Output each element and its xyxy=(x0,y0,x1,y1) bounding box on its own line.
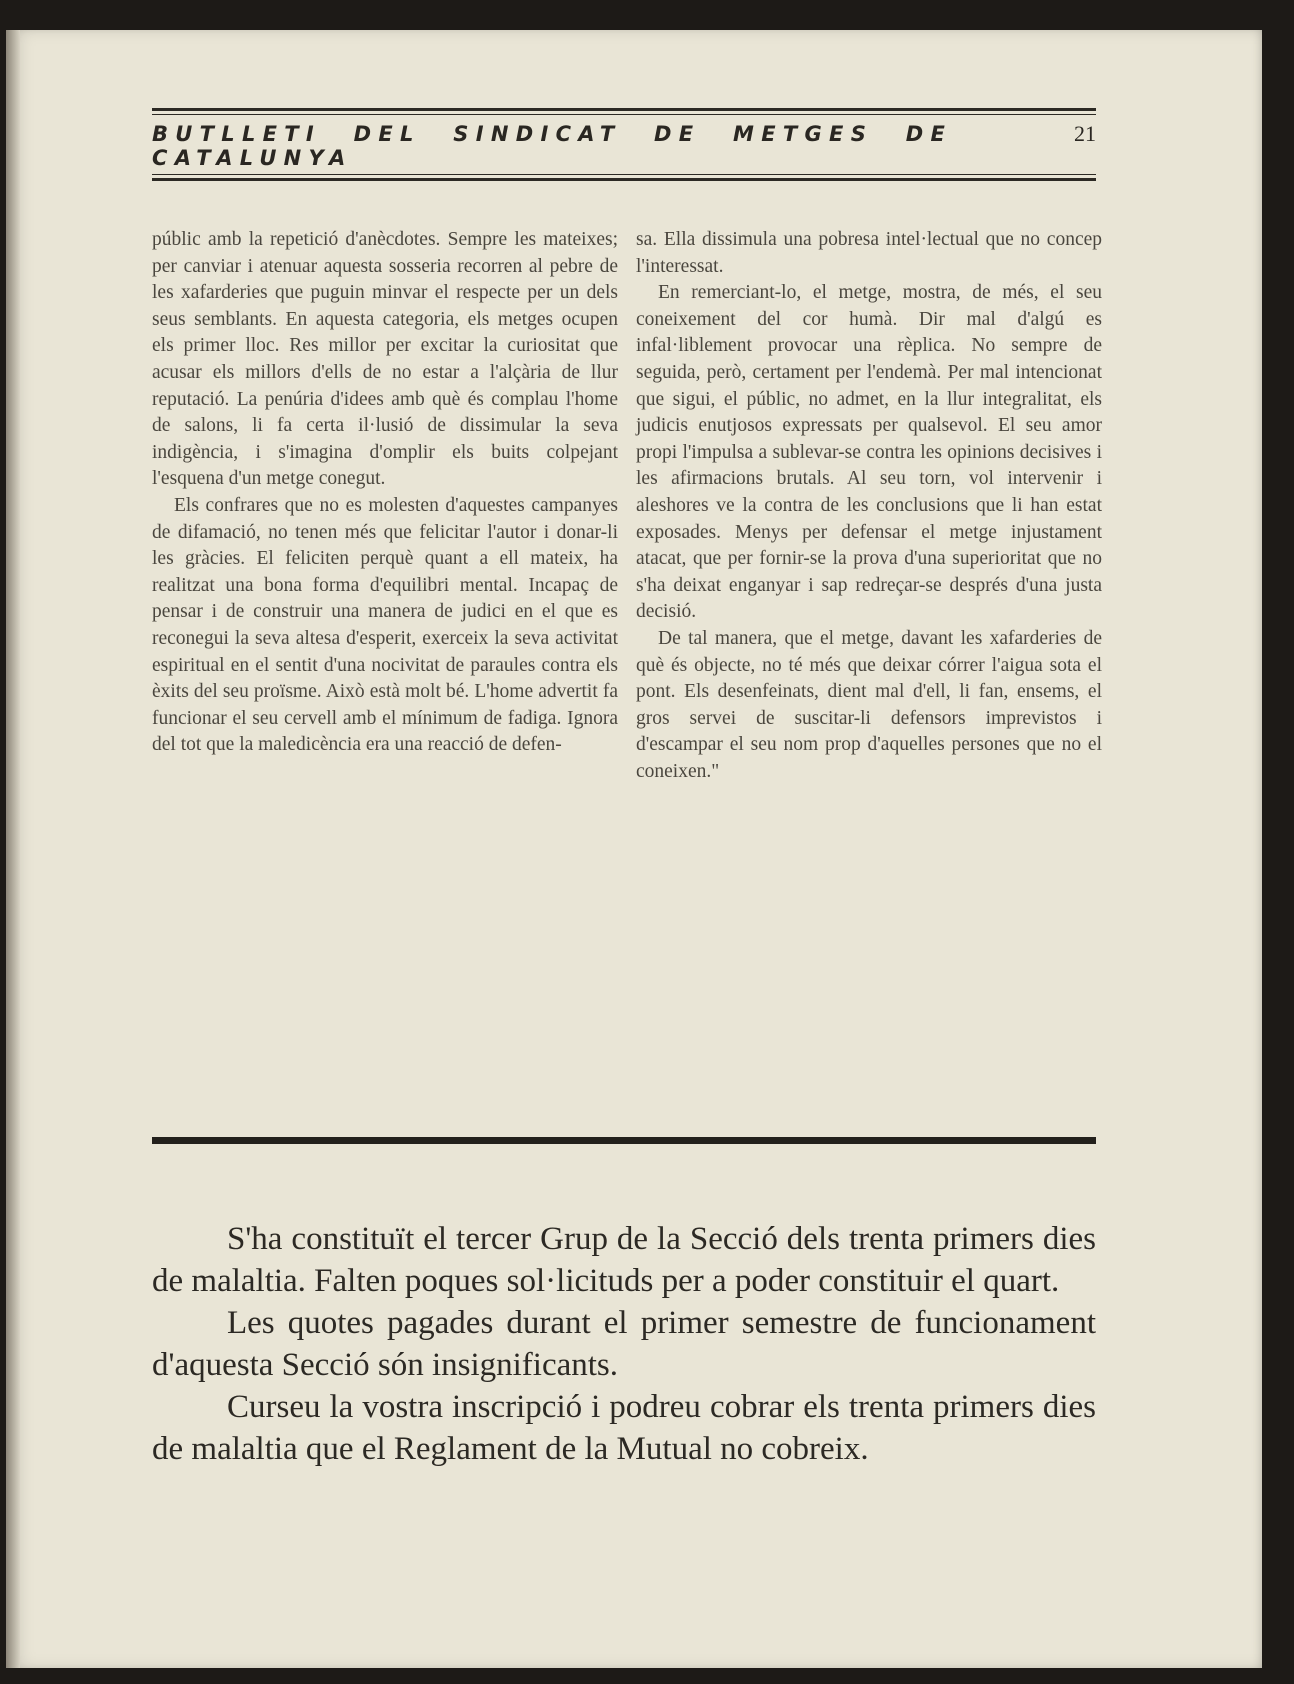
running-header xyxy=(152,108,1096,181)
right-column xyxy=(636,227,1102,785)
page-number: 21 xyxy=(1074,121,1096,146)
section-divider xyxy=(152,1137,1096,1144)
running-title: BUTLLETI DEL SINDICAT DE METGES DE CATALUNYA xyxy=(152,122,953,170)
header-bottom-rule xyxy=(152,178,1096,181)
left-paragraph-2: Els confrares que no es molesten d'aquestes campanyes de difamació, no tenen més que felicitar l'autor i donar-li les gràcies. El feliciten perquè quant a ell mateix, ha realitzat una bona forma d'equilibri mental. Incapaç de pensar i de construir una manera de judici en el que es reconegui la seva altesa d'esperit, exerceix la seva activitat espiritual en el sentit d'una nocivitat de paraules contra els èxits del seu proïsme. Això està molt bé. L'home advertit fa funcionar el seu cervell amb el mínimum de fadiga. Ignora del tot que la maledicència era una reacció de defen- xyxy=(152,494,618,756)
header-bottom-rule-thin xyxy=(152,174,1096,175)
notice-paragraph-2: Les quotes pagades durant el primer semestre de funcionament d'aquesta Secció són insignificants. xyxy=(152,1305,1096,1383)
right-paragraph-3: De tal manera, que el metge, davant les xafarderies de què és objecte, no té més que deixar córrer l'aigua sota el pont. Els desenfeinats, dient mal d'ell, li fan, ensems, el gros servei de suscitar-li defensors imprevistos i d'escampar el seu nom prop d'aquelles persones que no el coneixen." xyxy=(636,627,1102,782)
book-spine-shadow xyxy=(6,30,20,1668)
right-paragraph-2: En remerciant-lo, el metge, mostra, de més, el seu coneixement del cor humà. Dir mal d'algú es infal·liblement provocar una rèplica. No sempre de seguida, però, certament per l'endemà. Per mal intencionat que sigui, el públic, no admet, en la llur integralitat, els judicis enutjosos expressats per qualsevol. El seu amor propi l'impulsa a sublevar-se contra les opinions decisives i les afirmacions brutals. Al seu torn, vol intervenir i aleshores ve la contra de les conclusions que li han estat exposades. Menys per defensar el metge injustament atacat, que per fornir-se la prova d'una superioritat que no s'ha deixat enganyar i sap redreçar-se després d'una justa decisió. xyxy=(636,282,1102,623)
notice xyxy=(152,1218,1096,1470)
right-paragraph-1: sa. Ella dissimula una pobresa intel·lectual que no concep l'interessat. xyxy=(636,229,1102,277)
notice-paragraph-1: S'ha constituït el tercer Grup de la Secció dels trenta primers dies de malaltia. Falten poques sol·licituds per a poder constituir el quart. xyxy=(152,1221,1096,1299)
notice-paragraph-3: Curseu la vostra inscripció i podreu cobrar els trenta primers dies de malaltia que el Reglament de la Mutual no cobreix. xyxy=(152,1389,1096,1467)
left-column xyxy=(152,227,618,759)
header-row xyxy=(152,115,1096,174)
left-paragraph-1: públic amb la repetició d'anècdotes. Sempre les mateixes; per canviar i atenuar aquesta sosseria recorren al pebre de les xafarderies que puguin minvar el respecte per un dels seus semblants. En aquesta categoria, els metges ocupen els primer lloc. Res millor per excitar la curiositat que acusar els millors d'ells de no estar a l'alçària de llur reputació. La penúria d'idees amb què és complau l'home de salons, li fa certa il·lusió de dissimular la seva indigència, i s'imagina d'omplir els buits colpejant l'esquena d'un metge conegut. xyxy=(152,229,618,490)
header-top-rule xyxy=(152,108,1096,111)
